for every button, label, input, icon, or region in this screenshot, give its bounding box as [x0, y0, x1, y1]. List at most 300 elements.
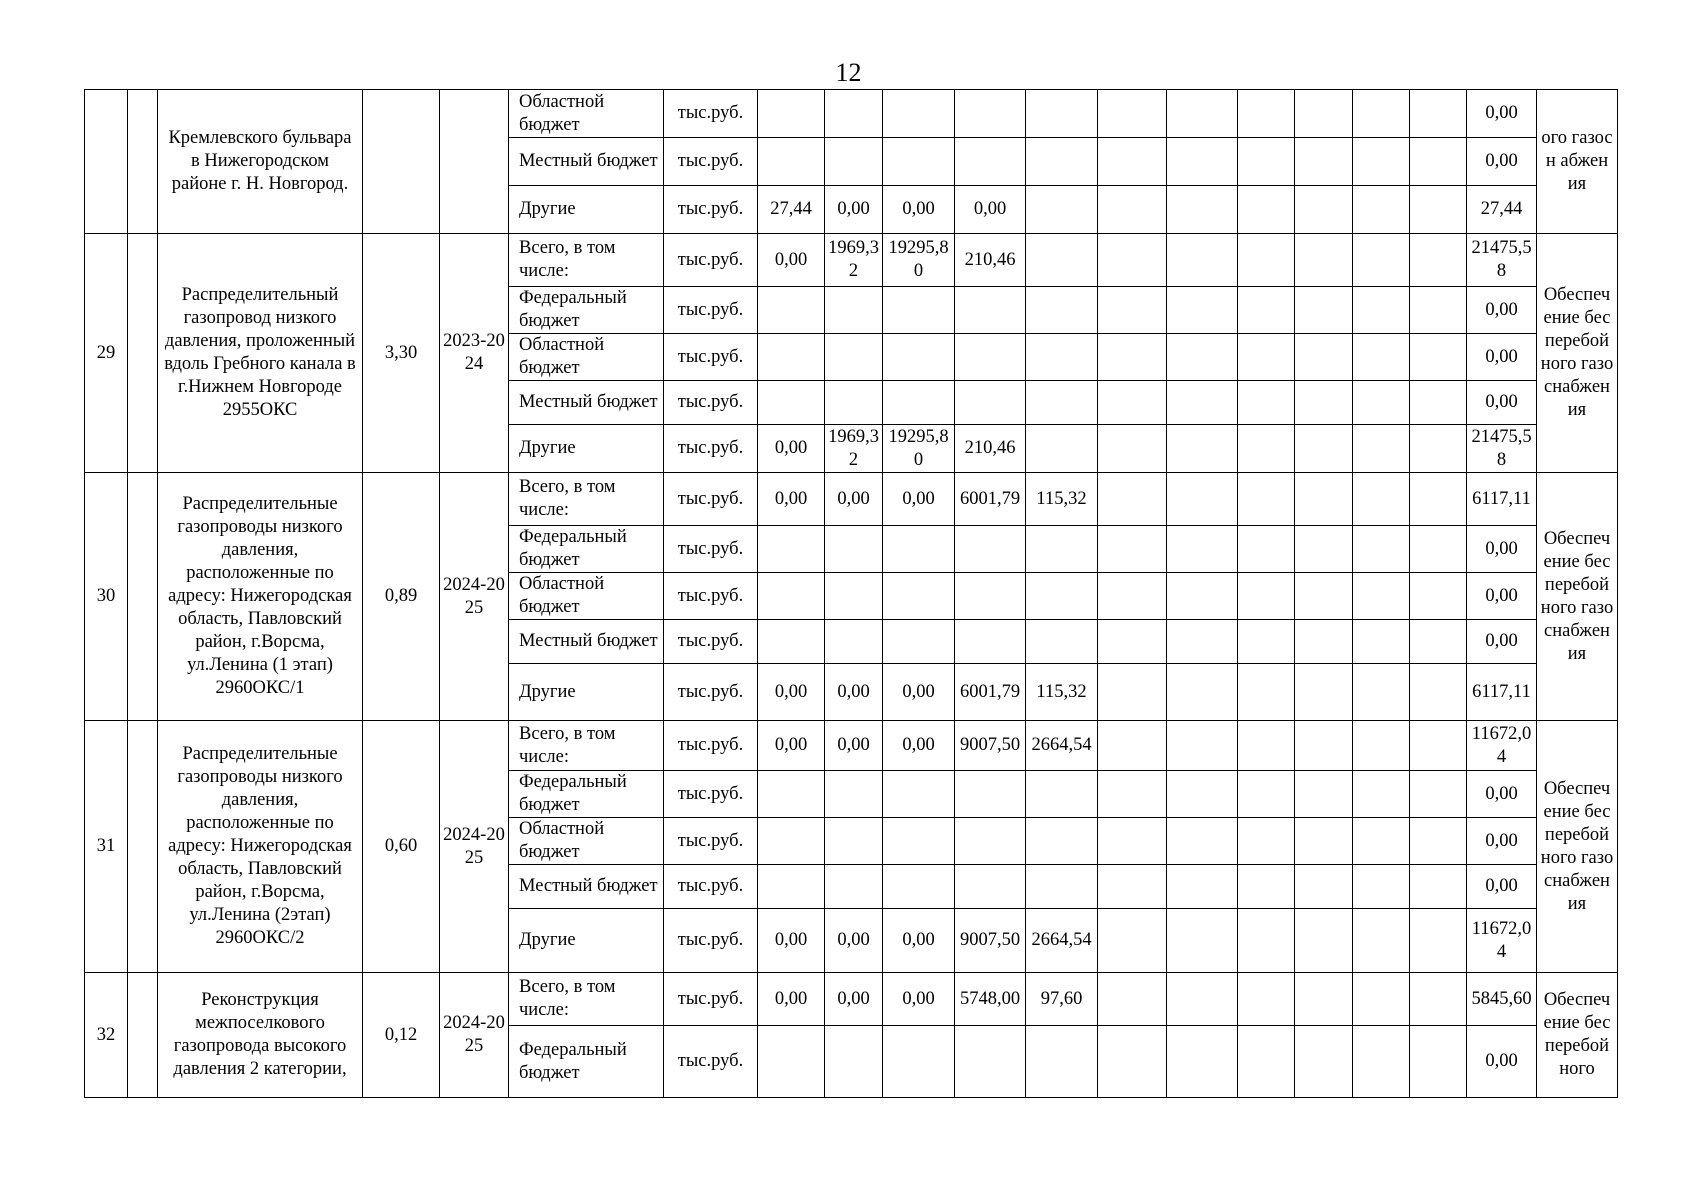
year-value: [1098, 865, 1167, 909]
year-value: [1353, 186, 1410, 234]
year-value: [1353, 573, 1410, 620]
year-value: [758, 138, 825, 186]
year-value: [955, 771, 1026, 818]
year-value: [1410, 909, 1467, 973]
year-value: 19295,80: [883, 234, 955, 287]
table-row: [85, 973, 1618, 1026]
unit-label: тыс.руб.: [664, 573, 758, 620]
year-value: [758, 90, 825, 138]
object-name: Распределительный газопровод низкого давления, проложенный вдоль Гребного канала в г.Нижнем Новгороде 2955ОКС: [158, 234, 363, 473]
year-value: [825, 138, 883, 186]
year-value: [1353, 334, 1410, 381]
unit-label: тыс.руб.: [664, 381, 758, 425]
year-value: [1410, 381, 1467, 425]
pipe-length: 0,89: [363, 473, 440, 721]
year-value: [1238, 287, 1295, 334]
year-value: [1167, 973, 1238, 1026]
year-value: [825, 334, 883, 381]
year-value: [1026, 865, 1098, 909]
year-value: [1167, 425, 1238, 473]
year-value: [1353, 1026, 1410, 1098]
investment-program-table: [84, 89, 1618, 1098]
object-name: Реконструкция межпоселкового газопровода высокого давления 2 категории,: [158, 973, 363, 1098]
total-value: 21475,58: [1467, 234, 1537, 287]
year-value: 210,46: [955, 234, 1026, 287]
object-name: Распределительные газопроводы низкого давления, расположенные по адресу: Нижегородская область, Павловский район, г.Ворсма, ул.Ленина (2этап) 2960ОКС/2: [158, 721, 363, 973]
year-value: 97,60: [1026, 973, 1098, 1026]
year-value: [1098, 287, 1167, 334]
year-value: [1238, 138, 1295, 186]
year-value: [883, 620, 955, 664]
page-number: 12: [835, 58, 862, 87]
year-value: [825, 771, 883, 818]
year-value: [883, 818, 955, 865]
year-value: [955, 334, 1026, 381]
year-value: [1167, 526, 1238, 573]
year-value: [1353, 865, 1410, 909]
year-value: [1410, 234, 1467, 287]
year-value: [758, 526, 825, 573]
row-number: 30: [85, 473, 128, 721]
year-value: [1353, 234, 1410, 287]
year-value: [1410, 425, 1467, 473]
year-value: [825, 526, 883, 573]
year-value: [1295, 620, 1353, 664]
year-value: 5748,00: [955, 973, 1026, 1026]
unit-label: тыс.руб.: [664, 90, 758, 138]
total-value: 0,00: [1467, 334, 1537, 381]
funding-source: Другие: [509, 909, 664, 973]
year-value: [1238, 664, 1295, 721]
funding-source: Федеральный бюджет: [509, 771, 664, 818]
year-value: 0,00: [883, 473, 955, 526]
unit-label: тыс.руб.: [664, 818, 758, 865]
table-row: [85, 234, 1618, 287]
year-value: [1098, 90, 1167, 138]
year-value: [1353, 287, 1410, 334]
year-value: [883, 334, 955, 381]
year-value: [1353, 721, 1410, 771]
empty-cell: [128, 721, 158, 973]
total-value: 11672,04: [1467, 721, 1537, 771]
object-name: Кремлевского бульвара в Нижегородском районе г. Н. Новгород.: [158, 90, 363, 234]
implementation-period: 2024-2025: [440, 973, 509, 1098]
implementation-period: [440, 90, 509, 234]
year-value: [1026, 425, 1098, 473]
year-value: [758, 1026, 825, 1098]
year-value: [1238, 1026, 1295, 1098]
year-value: [1167, 473, 1238, 526]
table-row: [85, 721, 1618, 771]
year-value: 2664,54: [1026, 909, 1098, 973]
year-value: [1026, 90, 1098, 138]
total-value: 0,00: [1467, 1026, 1537, 1098]
year-value: [1238, 973, 1295, 1026]
year-value: [1098, 573, 1167, 620]
year-value: [758, 334, 825, 381]
funding-source: Всего, в том числе:: [509, 473, 664, 526]
year-value: [825, 818, 883, 865]
year-value: [955, 1026, 1026, 1098]
year-value: [883, 1026, 955, 1098]
year-value: [1167, 771, 1238, 818]
year-value: [1295, 234, 1353, 287]
year-value: [1167, 90, 1238, 138]
year-value: 1969,32: [825, 425, 883, 473]
year-value: [883, 287, 955, 334]
year-value: [955, 573, 1026, 620]
year-value: [1353, 664, 1410, 721]
year-value: [1167, 865, 1238, 909]
year-value: [1238, 620, 1295, 664]
empty-cell: [128, 234, 158, 473]
year-value: [883, 90, 955, 138]
year-value: [1238, 186, 1295, 234]
year-value: [758, 381, 825, 425]
year-value: [1098, 1026, 1167, 1098]
year-value: 0,00: [758, 909, 825, 973]
year-value: [1098, 334, 1167, 381]
year-value: 0,00: [825, 909, 883, 973]
unit-label: тыс.руб.: [664, 1026, 758, 1098]
funding-source: Федеральный бюджет: [509, 287, 664, 334]
year-value: [1353, 90, 1410, 138]
year-value: [1238, 526, 1295, 573]
year-value: 0,00: [825, 186, 883, 234]
funding-source: Местный бюджет: [509, 381, 664, 425]
implementation-period: 2023-2024: [440, 234, 509, 473]
implementation-period: 2024-2025: [440, 721, 509, 973]
row-number: 32: [85, 973, 128, 1098]
year-value: [1098, 721, 1167, 771]
pipe-length: 0,12: [363, 973, 440, 1098]
year-value: [1238, 381, 1295, 425]
row-number: 31: [85, 721, 128, 973]
year-value: [758, 620, 825, 664]
total-value: 6117,11: [1467, 473, 1537, 526]
year-value: [1410, 186, 1467, 234]
year-value: [1098, 818, 1167, 865]
year-value: 6001,79: [955, 473, 1026, 526]
pipe-length: 3,30: [363, 234, 440, 473]
funding-source: Другие: [509, 186, 664, 234]
year-value: 0,00: [825, 473, 883, 526]
year-value: [825, 90, 883, 138]
year-value: [1410, 1026, 1467, 1098]
year-value: [1098, 186, 1167, 234]
year-value: [1410, 973, 1467, 1026]
total-value: 0,00: [1467, 381, 1537, 425]
total-value: 0,00: [1467, 287, 1537, 334]
year-value: [758, 818, 825, 865]
year-value: [1353, 620, 1410, 664]
year-value: [1238, 473, 1295, 526]
unit-label: тыс.руб.: [664, 526, 758, 573]
year-value: [1098, 973, 1167, 1026]
purpose-text: ого газосн абжен ия: [1537, 90, 1618, 234]
year-value: 0,00: [825, 664, 883, 721]
table-body: [85, 90, 1618, 1098]
year-value: [1238, 865, 1295, 909]
year-value: [1167, 909, 1238, 973]
year-value: [883, 771, 955, 818]
year-value: [1238, 573, 1295, 620]
year-value: [883, 526, 955, 573]
year-value: 0,00: [955, 186, 1026, 234]
year-value: [1410, 334, 1467, 381]
year-value: [1353, 473, 1410, 526]
year-value: [825, 1026, 883, 1098]
year-value: [1410, 573, 1467, 620]
total-value: 0,00: [1467, 90, 1537, 138]
total-value: 21475,58: [1467, 425, 1537, 473]
year-value: 0,00: [758, 425, 825, 473]
unit-label: тыс.руб.: [664, 425, 758, 473]
year-value: [825, 381, 883, 425]
funding-source: Всего, в том числе:: [509, 721, 664, 771]
year-value: [955, 381, 1026, 425]
year-value: [1026, 381, 1098, 425]
year-value: [1098, 664, 1167, 721]
year-value: [1098, 138, 1167, 186]
year-value: [883, 573, 955, 620]
year-value: [825, 287, 883, 334]
total-value: 6117,11: [1467, 664, 1537, 721]
year-value: [1353, 425, 1410, 473]
year-value: [1167, 186, 1238, 234]
year-value: 0,00: [883, 186, 955, 234]
year-value: [1098, 425, 1167, 473]
funding-source: Областной бюджет: [509, 90, 664, 138]
year-value: [758, 573, 825, 620]
year-value: 0,00: [883, 973, 955, 1026]
year-value: [1026, 620, 1098, 664]
year-value: 0,00: [883, 721, 955, 771]
funding-source: Областной бюджет: [509, 818, 664, 865]
purpose-text: Обеспечение бесперебойного газоснабжения: [1537, 234, 1618, 473]
year-value: 0,00: [883, 909, 955, 973]
table-row: [85, 90, 1618, 138]
total-value: 27,44: [1467, 186, 1537, 234]
year-value: [1410, 138, 1467, 186]
year-value: [1295, 721, 1353, 771]
pipe-length: 0,60: [363, 721, 440, 973]
year-value: 115,32: [1026, 664, 1098, 721]
year-value: [1098, 526, 1167, 573]
year-value: [1238, 234, 1295, 287]
year-value: [1238, 771, 1295, 818]
total-value: 0,00: [1467, 573, 1537, 620]
year-value: [1167, 1026, 1238, 1098]
year-value: 2664,54: [1026, 721, 1098, 771]
year-value: [1026, 138, 1098, 186]
funding-source: Всего, в том числе:: [509, 973, 664, 1026]
year-value: 9007,50: [955, 721, 1026, 771]
year-value: [1353, 909, 1410, 973]
year-value: [1167, 138, 1238, 186]
year-value: [1098, 473, 1167, 526]
year-value: [1026, 771, 1098, 818]
year-value: [1167, 818, 1238, 865]
year-value: [1098, 381, 1167, 425]
year-value: [1295, 186, 1353, 234]
purpose-text: Обеспечение бесперебойного газоснабжения: [1537, 721, 1618, 973]
funding-source: Другие: [509, 425, 664, 473]
unit-label: тыс.руб.: [664, 721, 758, 771]
unit-label: тыс.руб.: [664, 234, 758, 287]
unit-label: тыс.руб.: [664, 909, 758, 973]
year-value: [1238, 909, 1295, 973]
year-value: 0,00: [758, 473, 825, 526]
year-value: [883, 138, 955, 186]
year-value: [955, 865, 1026, 909]
unit-label: тыс.руб.: [664, 973, 758, 1026]
year-value: [1410, 287, 1467, 334]
year-value: 0,00: [825, 721, 883, 771]
year-value: 0,00: [758, 234, 825, 287]
year-value: [1410, 473, 1467, 526]
funding-source: Местный бюджет: [509, 865, 664, 909]
total-value: 11672,04: [1467, 909, 1537, 973]
year-value: 0,00: [825, 973, 883, 1026]
year-value: [883, 381, 955, 425]
funding-source: Всего, в том числе:: [509, 234, 664, 287]
year-value: [1167, 664, 1238, 721]
year-value: [1167, 721, 1238, 771]
row-number: 29: [85, 234, 128, 473]
year-value: [1026, 186, 1098, 234]
year-value: 210,46: [955, 425, 1026, 473]
year-value: 1969,32: [825, 234, 883, 287]
year-value: [1353, 138, 1410, 186]
year-value: [1295, 573, 1353, 620]
year-value: [1098, 620, 1167, 664]
year-value: [1410, 865, 1467, 909]
year-value: [1295, 818, 1353, 865]
year-value: [1238, 90, 1295, 138]
year-value: [1238, 818, 1295, 865]
year-value: [825, 620, 883, 664]
funding-source: Местный бюджет: [509, 138, 664, 186]
unit-label: тыс.руб.: [664, 771, 758, 818]
funding-source: Областной бюджет: [509, 334, 664, 381]
year-value: [1410, 620, 1467, 664]
empty-cell: [128, 973, 158, 1098]
year-value: [1295, 909, 1353, 973]
unit-label: тыс.руб.: [664, 865, 758, 909]
year-value: [1295, 287, 1353, 334]
year-value: [1026, 234, 1098, 287]
year-value: [1167, 287, 1238, 334]
year-value: [883, 865, 955, 909]
year-value: [1295, 425, 1353, 473]
year-value: [1098, 234, 1167, 287]
year-value: [1238, 721, 1295, 771]
row-number: [85, 90, 128, 234]
year-value: 115,32: [1026, 473, 1098, 526]
unit-label: тыс.руб.: [664, 473, 758, 526]
year-value: [1295, 1026, 1353, 1098]
year-value: [1295, 334, 1353, 381]
year-value: [1238, 334, 1295, 381]
purpose-text: Обеспечение бесперебойного газоснабжения: [1537, 473, 1618, 721]
year-value: 0,00: [758, 721, 825, 771]
empty-cell: [128, 473, 158, 721]
year-value: [1098, 909, 1167, 973]
year-value: [1410, 771, 1467, 818]
year-value: [1353, 381, 1410, 425]
empty-cell: [128, 90, 158, 234]
year-value: [1167, 334, 1238, 381]
total-value: 0,00: [1467, 620, 1537, 664]
year-value: [1295, 664, 1353, 721]
pipe-length: [363, 90, 440, 234]
purpose-text: Обеспечение бесперебойного: [1537, 973, 1618, 1098]
year-value: [1295, 473, 1353, 526]
year-value: 9007,50: [955, 909, 1026, 973]
year-value: [1410, 526, 1467, 573]
year-value: [1353, 526, 1410, 573]
year-value: [1167, 234, 1238, 287]
year-value: [1167, 573, 1238, 620]
year-value: [1410, 818, 1467, 865]
year-value: [825, 573, 883, 620]
total-value: 0,00: [1467, 771, 1537, 818]
year-value: [1295, 973, 1353, 1026]
funding-source: Федеральный бюджет: [509, 526, 664, 573]
year-value: [1353, 973, 1410, 1026]
year-value: [758, 865, 825, 909]
year-value: [1026, 573, 1098, 620]
year-value: [1295, 771, 1353, 818]
object-name: Распределительные газопроводы низкого давления, расположенные по адресу: Нижегородская область, Павловский район, г.Ворсма, ул.Ленина (1 этап) 2960ОКС/1: [158, 473, 363, 721]
total-value: 0,00: [1467, 818, 1537, 865]
year-value: [955, 90, 1026, 138]
total-value: 5845,60: [1467, 973, 1537, 1026]
year-value: [1295, 381, 1353, 425]
year-value: [1410, 664, 1467, 721]
year-value: [1353, 818, 1410, 865]
year-value: [1026, 1026, 1098, 1098]
year-value: [1026, 818, 1098, 865]
year-value: 27,44: [758, 186, 825, 234]
year-value: [955, 620, 1026, 664]
year-value: 0,00: [758, 973, 825, 1026]
year-value: [1098, 771, 1167, 818]
year-value: [1238, 425, 1295, 473]
year-value: [955, 138, 1026, 186]
year-value: [1410, 721, 1467, 771]
year-value: [758, 771, 825, 818]
year-value: [955, 287, 1026, 334]
year-value: [1026, 287, 1098, 334]
unit-label: тыс.руб.: [664, 186, 758, 234]
unit-label: тыс.руб.: [664, 620, 758, 664]
unit-label: тыс.руб.: [664, 664, 758, 721]
unit-label: тыс.руб.: [664, 334, 758, 381]
year-value: [825, 865, 883, 909]
funding-source: Федеральный бюджет: [509, 1026, 664, 1098]
funding-source: Другие: [509, 664, 664, 721]
funding-source: Местный бюджет: [509, 620, 664, 664]
year-value: [1167, 381, 1238, 425]
unit-label: тыс.руб.: [664, 138, 758, 186]
implementation-period: 2024-2025: [440, 473, 509, 721]
year-value: 0,00: [883, 664, 955, 721]
year-value: [1410, 90, 1467, 138]
year-value: 19295,80: [883, 425, 955, 473]
year-value: 0,00: [758, 664, 825, 721]
